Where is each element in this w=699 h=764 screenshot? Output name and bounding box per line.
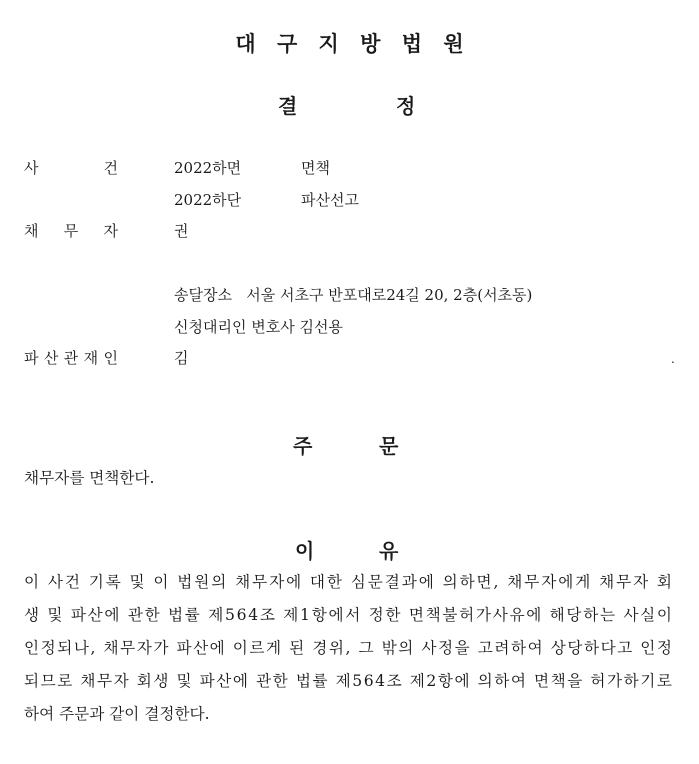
case-name-2: 파산선고 bbox=[301, 191, 359, 209]
order-heading-left: 주 bbox=[293, 434, 313, 458]
reasons-line bbox=[24, 566, 672, 599]
trustee-label bbox=[24, 348, 118, 368]
court-name-title: 대 구 지 방 법 원 bbox=[235, 32, 464, 56]
trustee-label-char: 관 bbox=[63, 349, 79, 367]
reasons-line-text: 되므로 채무자 회생 및 파산에 관한 법률 제564조 제2항에 의하여 면책을 허가하기로 bbox=[24, 672, 674, 690]
reasons-paragraph bbox=[24, 566, 672, 731]
debtor-service-address: 송달장소 서울 서초구 반포대로24길 20, 2층(서초동) bbox=[174, 286, 533, 304]
order-heading-right: 문 bbox=[379, 434, 399, 458]
case-number-1: 2022하면 bbox=[174, 159, 242, 177]
trustee-label-char: 인 bbox=[103, 349, 118, 367]
debtor-label bbox=[24, 221, 118, 241]
reasons-line-text: 이 사건 기록 및 이 법원의 채무자에 대한 심문결과에 의하면, 채무자에게 채무자 회 bbox=[24, 573, 674, 591]
debtor-label-char: 자 bbox=[103, 222, 118, 240]
order-text: 채무자를 면책한다. bbox=[24, 469, 155, 487]
reasons-line-text: 하여 주문과 같이 결정한다. bbox=[24, 705, 210, 723]
debtor-agent: 신청대리인 변호사 김선용 bbox=[174, 318, 343, 336]
debtor-label-char: 무 bbox=[63, 222, 79, 240]
reasons-line bbox=[24, 665, 672, 698]
document-type-right: 정 bbox=[396, 94, 416, 118]
reasons-heading-right: 유 bbox=[379, 539, 399, 563]
reasons-line bbox=[24, 599, 672, 632]
trustee-label-char: 재 bbox=[83, 349, 99, 367]
reasons-line bbox=[24, 632, 672, 665]
case-name-1: 면책 bbox=[301, 159, 330, 177]
debtor-name: 권 bbox=[174, 222, 189, 240]
trustee-name: 김 bbox=[174, 349, 189, 367]
case-label-char: 사 bbox=[24, 159, 39, 177]
trustee-label-char: 파 bbox=[24, 349, 39, 367]
case-label-char: 건 bbox=[103, 159, 118, 177]
reasons-line-text: 생 및 파산에 관한 법률 제564조 제1항에서 정한 면책불허가사유에 해당하는 사실이 bbox=[24, 606, 674, 624]
debtor-label-char: 채 bbox=[24, 222, 39, 240]
reasons-heading-left: 이 bbox=[295, 539, 315, 563]
reasons-line-text: 인정되나, 채무자가 파산에 이르게 된 경위, 그 밖의 사정을 고려하여 상당하다고 인정 bbox=[24, 639, 674, 657]
trustee-label-char: 산 bbox=[43, 349, 59, 367]
case-label bbox=[24, 158, 118, 178]
reasons-line-last bbox=[24, 698, 672, 731]
trailing-dot-mark: . bbox=[671, 352, 675, 366]
case-number-2: 2022하단 bbox=[174, 191, 242, 209]
document-type-left: 결 bbox=[278, 94, 298, 118]
